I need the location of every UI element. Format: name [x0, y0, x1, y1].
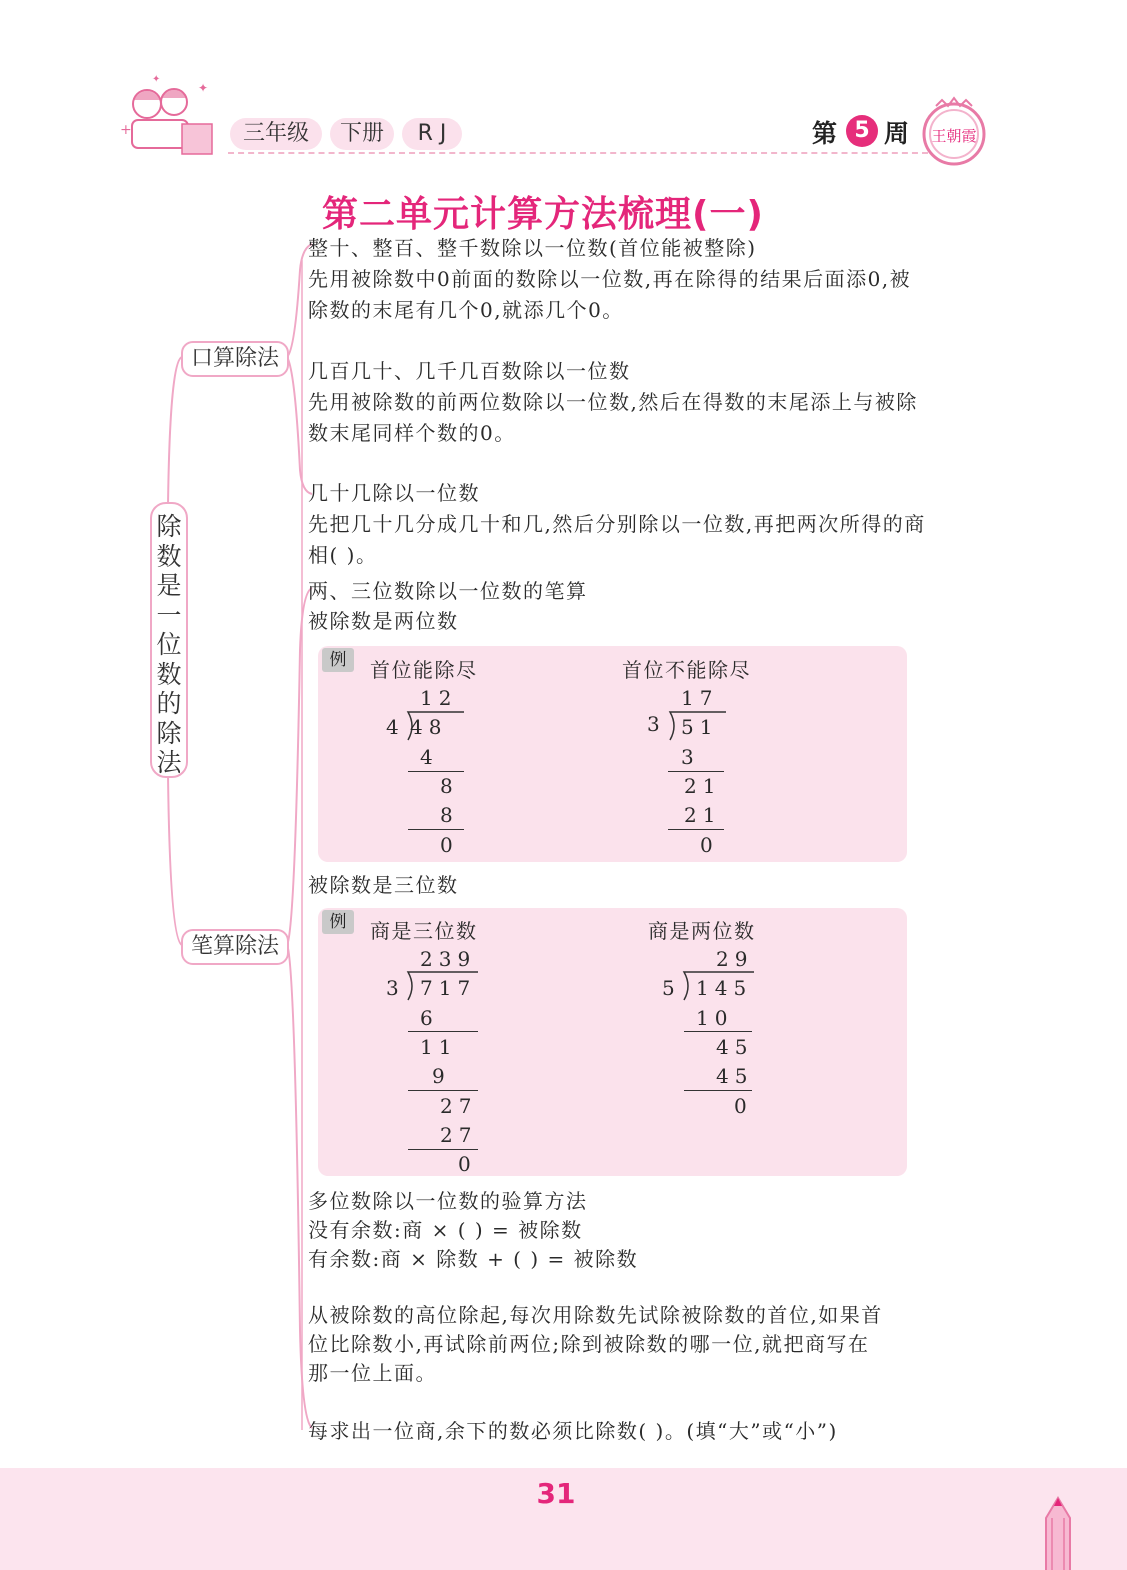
check-with-remainder: 有余数:商 × 除数 + ( ) = 被除数 [308, 1247, 639, 1271]
check-no-remainder: 没有余数:商 × ( ) = 被除数 [308, 1218, 583, 1242]
mindmap-root-label: 除数是一位数的除法 [156, 512, 182, 777]
mental-item1-line1: 先用被除数中0前面的数除以一位数,再在除得的结果后面添0,被 [308, 267, 912, 291]
two-digit-label: 被除数是两位数 [308, 609, 459, 633]
written-heading: 两、三位数除以一位数的笔算 [308, 579, 588, 603]
grade-label: 三年级 [242, 121, 309, 146]
example2-tag: 例 [322, 910, 354, 934]
step-rule [408, 829, 464, 830]
edition-pill [402, 118, 462, 150]
example1-tag: 例 [322, 648, 354, 672]
author-seal-icon [918, 96, 990, 168]
divisor: 3 [647, 712, 666, 736]
method-line3: 那一位上面。 [308, 1361, 437, 1385]
method-line2: 位比除数小,再试除前两位;除到被除数的哪一位,就把商写在 [308, 1332, 870, 1356]
step-line: 9 [432, 1064, 451, 1088]
example2-box [318, 908, 907, 1176]
week-prefix: 第 [812, 119, 838, 148]
quotient: 239 [420, 947, 477, 971]
week-suffix: 周 [884, 119, 910, 148]
svg-text:+: + [120, 122, 132, 138]
step-line: 27 [440, 1123, 478, 1147]
step-line: 0 [440, 833, 459, 857]
page-number: 31 [536, 1477, 576, 1510]
mental-item3-line2: 相( )。 [308, 543, 378, 567]
step-line: 0 [734, 1094, 753, 1118]
page-header [0, 0, 1127, 170]
grade-pill [230, 118, 322, 150]
step-line: 8 [440, 774, 459, 798]
step-rule [684, 1090, 752, 1091]
mental-item2-heading: 几百几十、几千几百数除以一位数 [308, 359, 631, 383]
svg-text:✦: ✦ [152, 74, 161, 85]
step-line: 0 [458, 1152, 477, 1176]
check-heading: 多位数除以一位数的验算方法 [308, 1189, 588, 1213]
step-rule [408, 1031, 478, 1032]
mental-item1-line2: 除数的末尾有几个0,就添几个0。 [308, 298, 624, 322]
remainder-rule: 每求出一位商,余下的数必须比除数( )。(填“大”或“小”) [308, 1419, 838, 1443]
children-illustration [112, 72, 222, 158]
example2-right-title: 商是两位数 [648, 919, 756, 943]
step-line: 0 [700, 833, 719, 857]
step-line: 27 [440, 1094, 478, 1118]
divisor: 5 [662, 976, 681, 1000]
written-division-label: 笔算除法 [190, 934, 279, 959]
mental-item3-heading: 几十几除以一位数 [308, 481, 480, 505]
svg-text:王朝霞: 王朝霞 [931, 127, 977, 145]
mindmap-node-written-division [181, 929, 289, 965]
step-line: 10 [696, 1006, 734, 1030]
header-divider [228, 152, 928, 154]
three-digit-label: 被除数是三位数 [308, 873, 459, 897]
volume-pill [330, 118, 394, 150]
mental-item1-heading: 整十、整百、整千数除以一位数(首位能被整除) [308, 236, 757, 260]
pencil-icon [1038, 1496, 1078, 1570]
step-rule [408, 1149, 478, 1150]
step-line: 45 [716, 1064, 754, 1088]
step-rule [668, 771, 724, 772]
step-rule [408, 771, 464, 772]
week-number-badge: 5 [846, 115, 878, 147]
divisor: 3 [386, 976, 405, 1000]
mindmap-root-node [150, 502, 188, 778]
quotient: 29 [716, 947, 754, 971]
step-line: 8 [440, 803, 459, 827]
example2-left-title: 商是三位数 [370, 919, 478, 943]
divisor: 4 [386, 715, 405, 739]
edition-label: R J [417, 121, 447, 146]
mindmap-node-mental-division [181, 341, 289, 377]
method-line1: 从被除数的高位除起,每次用除数先试除被除数的首位,如果首 [308, 1303, 883, 1327]
example1-left-title: 首位能除尽 [370, 658, 478, 682]
dividend: 51 [681, 715, 719, 739]
quotient: 17 [681, 686, 719, 710]
step-rule [668, 829, 724, 830]
step-rule [684, 1031, 752, 1032]
step-line: 6 [420, 1006, 439, 1030]
dividend: 145 [696, 976, 753, 1000]
step-line: 21 [684, 774, 722, 798]
step-line: 11 [420, 1035, 458, 1059]
mental-item2-line2: 数末尾同样个数的0。 [308, 421, 516, 445]
quotient: 12 [420, 686, 458, 710]
step-line: 45 [716, 1035, 754, 1059]
mental-division-label: 口算除法 [190, 346, 279, 371]
dividend: 48 [410, 715, 448, 739]
mental-item3-line1: 先把几十几分成几十和几,然后分别除以一位数,再把两次所得的商 [308, 512, 926, 536]
volume-label: 下册 [339, 121, 384, 146]
mental-item2-line1: 先用被除数的前两位数除以一位数,然后在得数的末尾添上与被除 [308, 390, 918, 414]
step-rule [408, 1090, 478, 1091]
mindmap-branches [140, 230, 320, 1460]
step-line: 4 [420, 745, 439, 769]
step-line: 3 [681, 745, 700, 769]
example1-right-title: 首位不能除尽 [622, 658, 751, 682]
page-title: 第二单元计算方法梳理(一) [322, 194, 764, 235]
step-line: 21 [684, 803, 722, 827]
dividend: 717 [420, 976, 477, 1000]
svg-text:✦: ✦ [198, 81, 209, 95]
